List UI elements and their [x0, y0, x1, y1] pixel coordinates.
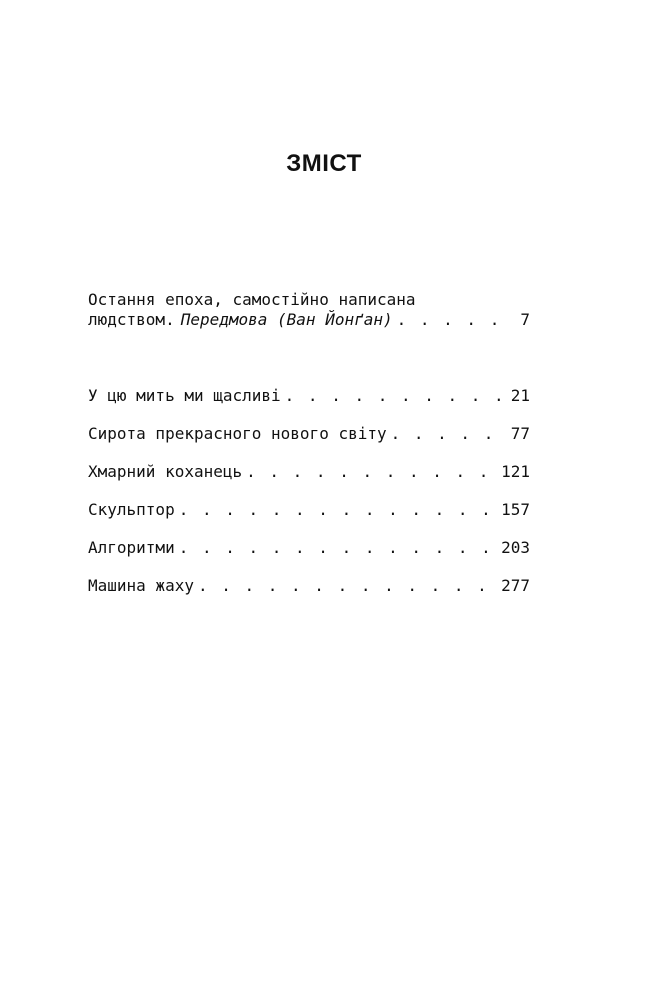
toc-entry — [88, 462, 530, 482]
toc-page-number: 21 — [510, 386, 530, 405]
dot-leader — [391, 424, 507, 444]
toc-entry-title: Сирота прекрасного нового світу — [88, 424, 387, 443]
page-title: ЗМІСТ — [286, 150, 362, 177]
toc-page-number: 77 — [510, 424, 530, 443]
toc-page-number: 7 — [520, 310, 530, 329]
toc-entries-list — [88, 386, 530, 614]
toc-page-number: 121 — [501, 462, 530, 481]
dot-leader — [179, 538, 497, 558]
toc-entry — [88, 538, 530, 558]
toc-entry-title: Машина жаху — [88, 576, 194, 595]
toc-entry-title: У цю мить ми щасливі — [88, 386, 281, 405]
toc-entry-title: Хмарний коханець — [88, 462, 243, 481]
toc-preface-line-1 — [88, 290, 530, 310]
dot-leader — [246, 462, 497, 482]
toc-entry — [88, 500, 530, 520]
toc-preface-line-2 — [88, 310, 530, 330]
toc-preface-title-part-1: Остання епоха, самостійно написана — [88, 290, 416, 309]
toc-page-number: 203 — [501, 538, 530, 557]
toc-preface-entry — [88, 290, 530, 330]
dot-leader — [397, 310, 517, 330]
dot-leader — [285, 386, 507, 406]
toc-page-number: 277 — [501, 576, 530, 595]
toc-page-number: 157 — [501, 500, 530, 519]
dot-leader — [198, 576, 497, 596]
toc-preface-subtitle: Передмова (Ван Йонґан) — [180, 310, 393, 329]
toc-entry — [88, 576, 530, 596]
toc-entry-title: Скульптор — [88, 500, 175, 519]
dot-leader — [179, 500, 497, 520]
toc-entry — [88, 386, 530, 406]
toc-entry — [88, 424, 530, 444]
toc-preface-title-part-2: людством. — [88, 310, 175, 329]
toc-entry-title: Алгоритми — [88, 538, 175, 557]
